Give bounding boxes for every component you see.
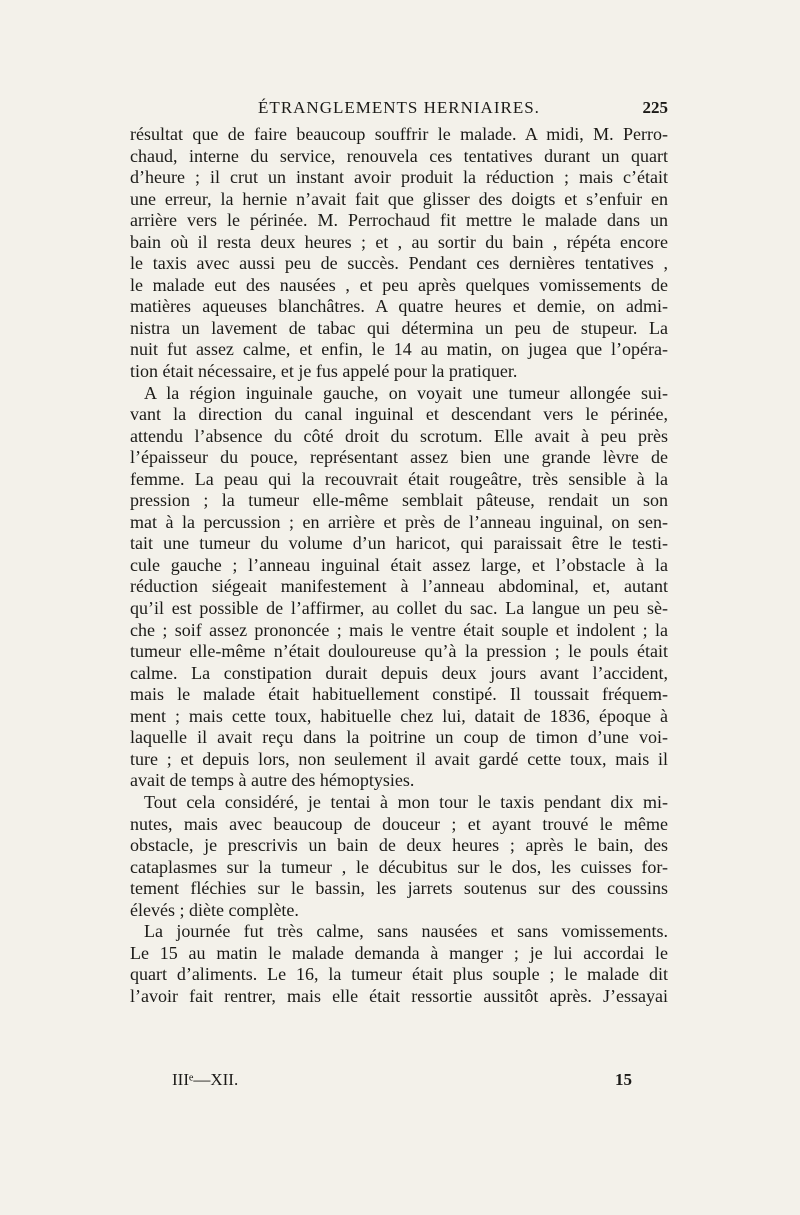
text-line: avait de temps à autre des hémoptysies.	[130, 770, 415, 791]
text-line: d’heure ; il crut un instant avoir produit la réduction ; mais c’était	[130, 167, 668, 188]
text-line: l’épaisseur du pouce, représentant assez bien une grande lèvre de	[130, 447, 668, 468]
text-line: calme. La constipation durait depuis deux jours avant l’accident,	[130, 662, 668, 683]
text-line: le malade eut des nausées , et peu après quelques vomissements de	[130, 274, 668, 295]
text-line: chaud, interne du service, renouvela ces tentatives durant un quart	[130, 145, 668, 166]
text-line: bain où il resta deux heures ; et , au sortir du bain , répéta encore	[130, 231, 668, 252]
text-line: Tout cela considéré, je tentai à mon tour le taxis pendant dix mi-	[144, 791, 668, 812]
text-line: tement fléchies sur le bassin, les jarrets soutenus sur des coussins	[130, 878, 668, 899]
text-line: ment ; mais cette toux, habituelle chez lui, datait de 1836, époque à	[130, 705, 668, 726]
text-line: cule gauche ; l’anneau inguinal était assez large, et l’obstacle à la	[130, 554, 668, 575]
text-line: cataplasmes sur la tumeur , le décubitus sur le dos, les cuisses for-	[130, 856, 668, 877]
paragraph-3	[130, 792, 668, 921]
text-line: vant la direction du canal inguinal et descendant vers le périnée,	[130, 404, 668, 425]
paragraph-1	[130, 124, 668, 383]
text-line: attendu l’absence du côté droit du scrotum. Elle avait à peu près	[130, 425, 668, 446]
text-line: nistra un lavement de tabac qui détermina un peu de stupeur. La	[130, 317, 668, 338]
signature-mark: IIIᵉ—XII.	[172, 1070, 239, 1089]
text-line: l’avoir fait rentrer, mais elle était ressortie aussitôt après. J’essayai	[130, 985, 668, 1006]
body-text	[130, 124, 668, 1007]
text-line: nuit fut assez calme, et enfin, le 14 au matin, on jugea que l’opéra-	[130, 339, 668, 360]
text-line: réduction siégeait manifestement à l’anneau abdominal, et, autant	[130, 576, 668, 597]
text-line: arrière vers le périnée. M. Perrochaud fit mettre le malade dans un	[130, 210, 668, 231]
text-line: laquelle il avait reçu dans la poitrine un coup de timon d’une voi-	[130, 727, 668, 748]
text-line: femme. La peau qui la recouvrait était rougeâtre, très sensible à la	[130, 468, 668, 489]
signature-number: 15	[615, 1070, 632, 1089]
text-line: Le 15 au matin le malade demanda à manger ; je lui accordai le	[130, 942, 668, 963]
text-line: quart d’aliments. Le 16, la tumeur était plus souple ; le malade dit	[130, 964, 668, 985]
text-line: tion était nécessaire, et je fus appelé pour la pratiquer.	[130, 361, 518, 382]
text-line: nutes, mais avec beaucoup de douceur ; et ayant trouvé le même	[130, 813, 668, 834]
text-line: ture ; et depuis lors, non seulement il avait gardé cette toux, mais il	[130, 748, 668, 769]
paragraph-4	[130, 921, 668, 1007]
text-line: obstacle, je prescrivis un bain de deux heures ; après le bain, des	[130, 835, 668, 856]
text-line: tumeur elle-même n’était douloureuse qu’à la pression ; le pouls était	[130, 641, 668, 662]
text-line: A la région inguinale gauche, on voyait une tumeur allongée sui-	[144, 382, 668, 403]
text-line: matières aqueuses blanchâtres. A quatre heures et demie, on admi-	[130, 296, 668, 317]
text-line: le taxis avec aussi peu de succès. Pendant ces dernières tentatives ,	[130, 253, 668, 274]
text-line: mat à la percussion ; en arrière et près de l’anneau inguinal, on sen-	[130, 511, 668, 532]
text-line: mais le malade était habituellement constipé. Il toussait fréquem-	[130, 684, 668, 705]
text-line: élevés ; diète complète.	[130, 899, 299, 920]
paragraph-2	[130, 383, 668, 792]
text-line: che ; soif assez prononcée ; mais le ventre était souple et indolent ; la	[130, 619, 668, 640]
page-header	[130, 98, 668, 122]
running-title: ÉTRANGLEMENTS HERNIAIRES.	[258, 98, 540, 117]
text-line: La journée fut très calme, sans nausées et sans vomissements.	[144, 921, 668, 942]
text-line: qu’il est possible de l’affirmer, au collet du sac. La langue un peu sè-	[130, 598, 668, 619]
text-line: pression ; la tumeur elle-même semblait pâteuse, rendait un son	[130, 490, 668, 511]
page-number: 225	[642, 98, 668, 117]
text-line: une erreur, la hernie n’avait fait que glisser des doigts et s’enfuir en	[130, 188, 668, 209]
page-footer	[130, 1070, 668, 1092]
text-line: tait une tumeur du volume d’un haricot, qui paraissait être le testi-	[130, 533, 668, 554]
text-line: résultat que de faire beaucoup souffrir le malade. A midi, M. Perro-	[130, 124, 668, 144]
